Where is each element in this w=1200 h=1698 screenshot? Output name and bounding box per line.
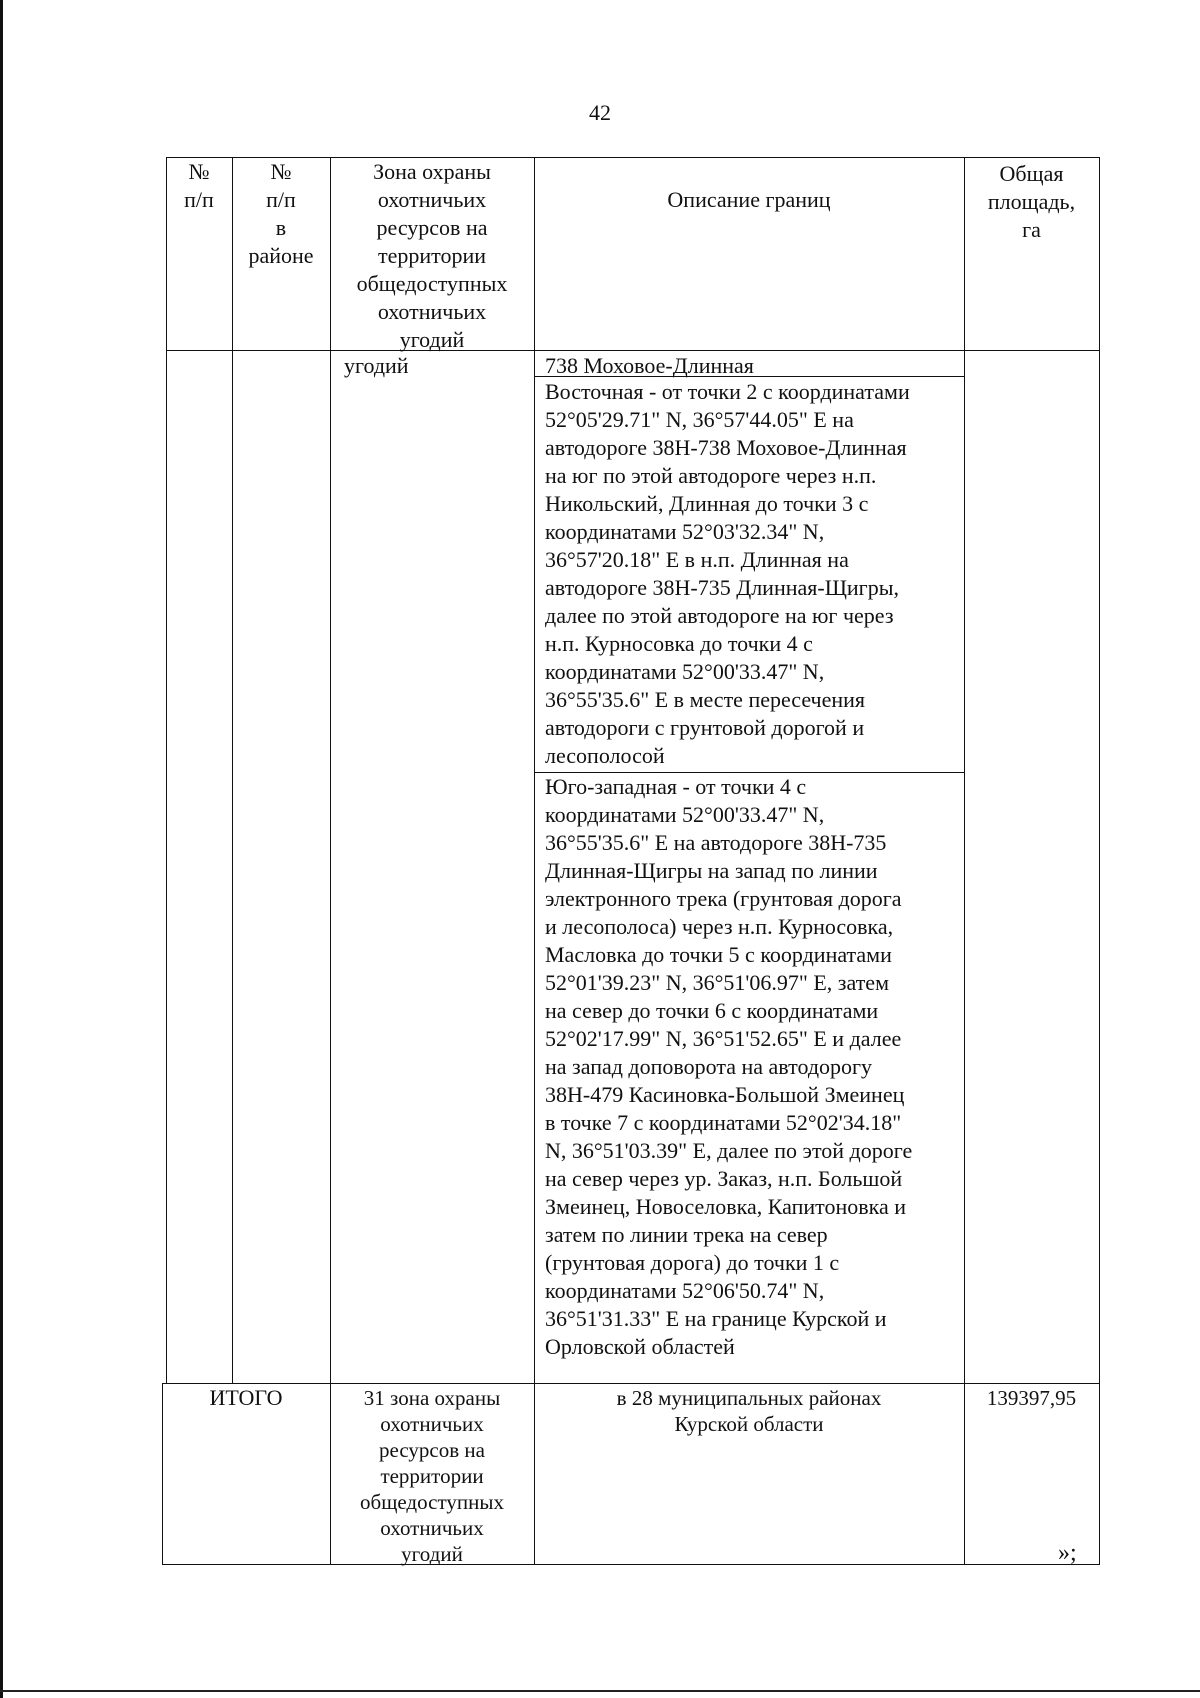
description-line: и лесополоса) через н.п. Курносовка, xyxy=(545,914,894,939)
description-line: на север до точки 6 с координатами xyxy=(545,998,879,1023)
rule-left xyxy=(166,157,167,1383)
zone-name-continuation: угодий xyxy=(344,353,409,378)
description-line: Длинная-Щигры на запад по линии xyxy=(545,858,878,883)
total-label: ИТОГО xyxy=(209,1385,283,1410)
description-line: в точке 7 с координатами 52°02'34.18" xyxy=(545,1110,902,1135)
description-road-header: 738 Моховое-Длинная xyxy=(545,353,754,378)
header-col-zone: Зона охраны охотничьих ресурсов на территории общедоступных охотничьих угодий xyxy=(356,159,508,352)
description-line: 38Н-479 Касиновка-Большой Змеинец xyxy=(545,1082,905,1107)
scan-edge-left xyxy=(0,0,3,1698)
description-line: N, 36°51'03.39" E, далее по этой дороге xyxy=(545,1138,913,1163)
description-east-boundary xyxy=(545,378,963,770)
description-line: автодороге 38Н-738 Моховое-Длинная xyxy=(545,435,907,460)
description-line: координатами 52°00'33.47" N, xyxy=(545,659,825,684)
page-number: 42 xyxy=(589,100,611,125)
description-line: Юго-западная - от точки 4 с xyxy=(545,774,807,799)
description-line: координатами 52°03'32.34" N, xyxy=(545,519,825,544)
description-line: н.п. Курносовка до точки 4 с xyxy=(545,631,813,656)
description-line: на запад доповорота на автодорогу xyxy=(545,1054,873,1079)
description-line: 36°55'35.6" E на автодороге 38Н-735 xyxy=(545,830,887,855)
rule-col3-4 xyxy=(534,157,535,1565)
description-line: лесополосой xyxy=(545,743,665,768)
description-line: Змеинец, Новоселовка, Капитоновка и xyxy=(545,1194,907,1219)
header-col-number: № п/п xyxy=(184,159,214,212)
description-line: на юг по этой автодороге через н.п. xyxy=(545,463,877,488)
description-line: на север через ур. Заказ, н.п. Большой xyxy=(545,1166,903,1191)
rule-col2-3 xyxy=(330,157,331,1565)
header-col-area: Общая площадь, га xyxy=(987,161,1076,242)
description-line: (грунтовая дорога) до точки 1 с xyxy=(545,1250,840,1275)
rule-bottom xyxy=(162,1564,1100,1565)
description-line: далее по этой автодороге на юг через xyxy=(545,603,894,628)
total-zones: 31 зона охраны охотничьих ресурсов на территории общедоступных охотничьих угодий xyxy=(360,1386,504,1566)
rule-col4-5 xyxy=(964,157,965,1565)
description-line: 36°51'31.33" E на границе Курской и xyxy=(545,1306,887,1331)
rule-col1-2 xyxy=(232,157,233,1383)
description-line: Масловка до точки 5 с координатами xyxy=(545,942,892,967)
description-line: автодороге 38Н-735 Длинная-Щигры, xyxy=(545,575,899,600)
description-line: затем по линии трека на север xyxy=(545,1222,828,1247)
total-area: 139397,95 xyxy=(986,1386,1077,1410)
description-southwest-boundary xyxy=(545,773,963,1361)
rule-right xyxy=(1099,157,1100,1565)
scan-edge-bottom xyxy=(0,1690,1200,1692)
description-line: Никольский, Длинная до точки 3 с xyxy=(545,491,869,516)
description-line: 52°05'29.71" N, 36°57'44.05" E на xyxy=(545,407,854,432)
header-col-description: Описание границ xyxy=(667,187,831,212)
description-line: 36°55'35.6" E в месте пересечения xyxy=(545,687,866,712)
closing-quote-mark: »; xyxy=(1058,1540,1077,1566)
total-districts: в 28 муниципальных районах Курской области xyxy=(616,1386,882,1436)
description-line: Восточная - от точки 2 с координатами xyxy=(545,379,910,404)
description-line: электронного трека (грунтовая дорога xyxy=(545,886,902,911)
description-line: 52°02'17.99" N, 36°51'52.65" E и далее xyxy=(545,1026,902,1051)
description-line: Орловской областей xyxy=(545,1334,735,1359)
description-line: 36°57'20.18" E в н.п. Длинная на xyxy=(545,547,849,572)
header-col-district-number: № п/п в районе xyxy=(248,159,314,268)
description-line: координатами 52°06'50.74" N, xyxy=(545,1278,825,1303)
description-line: автодороги с грунтовой дорогой и xyxy=(545,715,865,740)
description-line: координатами 52°00'33.47" N, xyxy=(545,802,825,827)
boundaries-table xyxy=(162,156,1100,1566)
description-line: 52°01'39.23" N, 36°51'06.97" E, затем xyxy=(545,970,889,995)
